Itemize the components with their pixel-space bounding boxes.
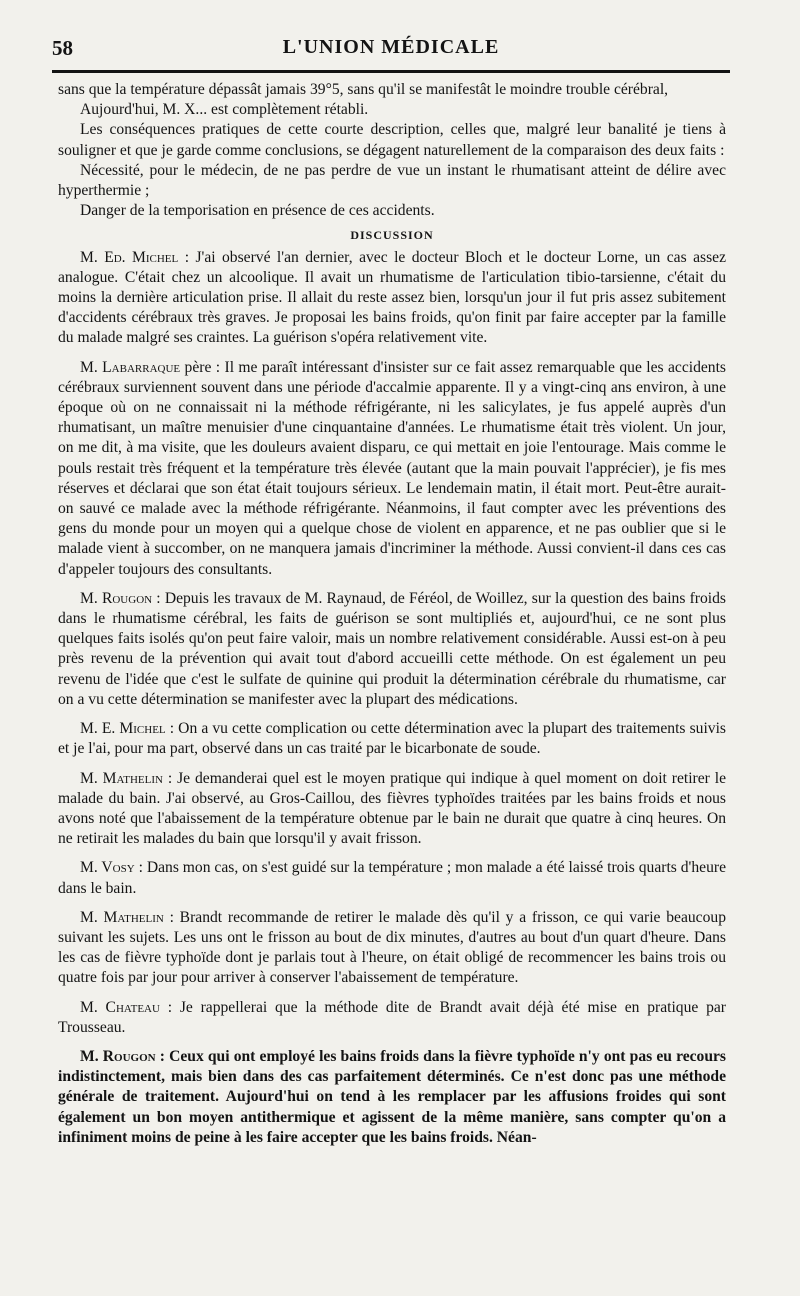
paragraph: Danger de la temporisation en présence de ces accidents.	[80, 202, 435, 220]
speaker-name: M. E. Michel	[80, 720, 166, 738]
speech-text: : Brandt recommande de retirer le malade dès qu'il y a frisson, ce qui varie beaucoup suivant les sujets. Les uns ont le frisson au bout de dix minutes, d'autres au bout d'un quart d'heure. Dans les cas de fièvre typhoïde dont je parlais tout à l'heure, on était obligé de recommencer les bains trois ou quatre fois par jour pour arriver à conserver l'abaissement de température.	[58, 908, 726, 987]
speech	[58, 589, 726, 710]
speech-text: : Dans mon cas, on s'est guidé sur la température ; mon malade a été laissé trois quarts d'heure dans le bain.	[58, 859, 726, 897]
speech-text: : J'ai observé l'an dernier, avec le docteur Bloch et le docteur Lorne, un cas assez analogue. C'était chez un alcoolique. Il avait un rhumatisme de l'articulation tibio-tarsienne, c'était du moins la dernière articulation prise. Il allait du reste assez bien, lorsqu'un jour il fut pris assez subitement d'accidents cérébraux très graves. Je proposai les bains froids, qu'on finit par faire accepter par la famille du malade malgré ses craintes. La guérison s'opéra relativement vite.	[58, 248, 726, 347]
speaker-name: M. Mathelin	[80, 769, 163, 787]
speech	[58, 719, 726, 759]
speech-text: : Ceux qui ont employé les bains froids dans la fièvre typhoïde n'y ont pas eu recours indistinctement, mais bien dans des cas parfaitement déterminés. Ce n'est donc pas une méthode générale de traitement. Aujourd'hui on tend à les remplacer par les affusions froides qui sont également un bon moyen antithermique et agissent de la même manière, sans compter qu'on a infiniment moins de peine à les faire accepter que les bains froids. Néan-	[58, 1047, 727, 1146]
speaker-name: M. Rougon	[80, 1047, 156, 1065]
speech-text: : Je demanderai quel est le moyen pratique qui indique à quel moment on doit retirer le malade du bain. J'ai observé, au Gros-Caillou, des fièvres typhoïdes traitées par les bains froids et nous avons noté que l'abaissement de la température obtenue par le bain ne durait que quatre à cinq heures. On ne retirait les malades du bain que lorsqu'il y avait frisson.	[58, 769, 726, 848]
speaker-name: M. Chateau	[80, 998, 160, 1016]
speaker-name: M. Rougon	[80, 589, 153, 607]
section-heading: DISCUSSION	[350, 228, 434, 243]
speech-text: : Depuis les travaux de M. Raynaud, de Féréol, de Woillez, sur la question des bains froids dans le rhumatisme cérébral, les faits de guérison se sont multipliés et, aujourd'hui, ce ne sont plus quelques faits isolés qu'on peut faire valoir, mais un nombre relativement considérable. Aussi est-on à peu près revenu de la prévention qui avait tout d'abord accueilli cette méthode. On est également un peu revenu de l'idée que c'est le sulfate de quinine qui produit la détermination cérébrale du rhumatisme, car on a vu cette détermination se manifester avec la plupart des médications.	[58, 589, 726, 708]
speech	[58, 769, 726, 850]
speech-text: : On a vu cette complication ou cette détermination avec la plupart des traitements suivis et je l'ai, pour ma part, observé dans un cas traité par le bicarbonate de soude.	[58, 720, 726, 758]
speech	[58, 908, 726, 989]
header-rule	[52, 70, 730, 73]
speech	[58, 248, 726, 349]
speaker-name: M. Ed. Michel	[80, 248, 179, 266]
paragraph: sans que la température dépassât jamais 39°5, sans qu'il se manifestât le moindre trouble cérébral,	[58, 81, 669, 98]
running-title: L'UNION MÉDICALE	[282, 36, 500, 58]
speech	[58, 858, 726, 898]
speech-text: père : Il me paraît intéressant d'insister sur ce fait assez remarquable que les accidents cérébraux surviennent souvent dans une période d'accalmie apparente. Il y a vingt-cinq ans environ, à une époque où on ne connaissait ni la méthode réfrigérante, ni les salicylates, je fus appelé auprès d'un rhumatisant, un maître menuisier d'une cinquantaine d'années. Le rhumatisme était très violent. Un jour, on me dit, à ma visite, que les douleurs avaient disparu, ce qui mettait en joie l'entourage. Mais comme le pouls restait très fréquent et la température très élevée (autant que la main pouvait l'apprécier), je fis mes réserves et déclarai que son état était toujours sérieux. Le lendemain matin, il était mort. Peut-être aurait-on sauvé ce malade avec la méthode réfrigérante. Néanmoins, il faut compter avec les préventions des gens du monde pour un moyen qui a quelque chose de violent en apparence, et ne pas oublier que si le malade vient à succomber, on ne manquera jamais d'incriminer la méthode. Aussi convient-il dans ces cas d'appeler toujours des consultants.	[58, 358, 726, 578]
speaker-name: M. Mathelin	[80, 908, 164, 926]
page-number: 58	[52, 36, 73, 60]
running-header	[52, 36, 730, 64]
paragraph: Nécessité, pour le médecin, de ne pas perdre de vue un instant le rhumatisant atteint de délire avec hyperthermie ;	[58, 161, 726, 200]
speech-text: : Je rappellerai que la méthode dite de Brandt avait déjà été mise en pratique par Trousseau.	[58, 998, 726, 1036]
speech	[58, 998, 726, 1038]
speech	[58, 1047, 726, 1148]
paragraph: Les conséquences pratiques de cette courte description, celles que, malgré leur banalité je tiens à souligner et que je garde comme conclusions, se dégagent naturellement de la comparaison des deux faits :	[58, 121, 726, 159]
article-body	[58, 80, 726, 1148]
speaker-name: M. Labarraque	[80, 358, 181, 376]
speaker-name: M. Vosy	[80, 859, 135, 877]
speech	[58, 358, 726, 580]
paragraph: Aujourd'hui, M. X... est complètement rétabli.	[80, 101, 369, 119]
